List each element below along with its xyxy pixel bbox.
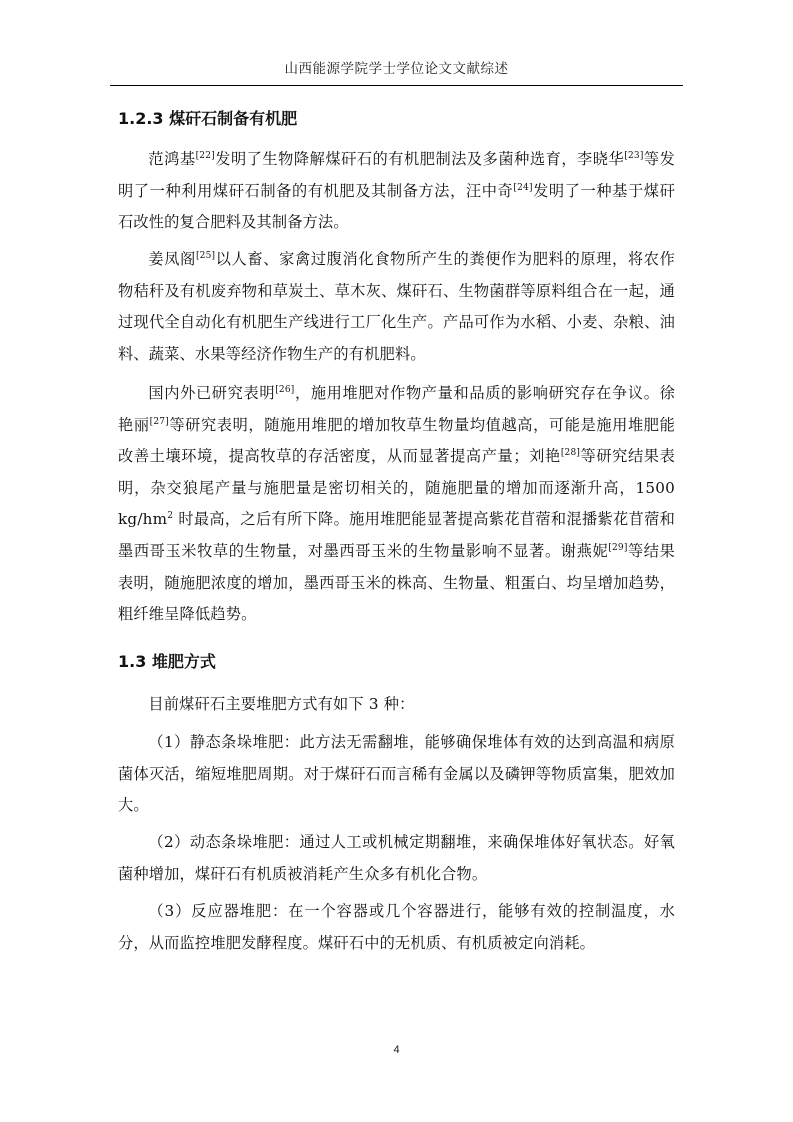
section-heading-1-3: 1.3 堆肥方式: [118, 652, 216, 671]
para-text: 等研究表明，随施用堆肥的增加牧草生物量均值越高，可能是施用堆肥能改善土壤环境，提高牧草的存活密度，从而显著提高产量；刘艳: [118, 415, 675, 466]
paragraph-jiang-fengge: [118, 244, 675, 370]
para-text: ，施用堆肥对作物产量和品质的影响研究存在争议。徐艳丽: [118, 384, 675, 434]
page-number: 4: [393, 1044, 400, 1056]
para-text: 姜凤阁: [148, 250, 196, 268]
para-text: 等结果表明，随施肥浓度的增加，墨西哥玉米的株高、生物量、粗蛋白、均呈增加趋势，粗纤维呈降低趋势。: [118, 541, 675, 624]
citation-ref: [26]: [275, 385, 295, 395]
header-rule: [110, 85, 683, 86]
citation-ref: [29]: [608, 542, 628, 553]
paragraph-intro: 目前煤矸石主要堆肥方式有如下 3 种：: [148, 695, 415, 713]
list-item-static-windrow: （1）静态条垛堆肥：此方法无需翻堆，能够确保堆体有效的达到高温和病原菌体灭活，缩短堆肥周期。对于煤矸石而言稀有金属以及磷钾等物质富集，肥效加大。: [118, 733, 675, 815]
page-header: 山西能源学院学士学位论文文献综述: [284, 61, 509, 77]
citation-ref: [23]: [624, 151, 644, 161]
citation-ref: [27]: [149, 416, 169, 427]
para-text: 发明了生物降解煤矸石的有机肥制法及多菌种选育，李晓华: [214, 150, 625, 168]
citation-ref: [22]: [195, 151, 215, 161]
section-heading-1-2-3: 1.2.3 煤矸石制备有机肥: [118, 109, 298, 128]
para-text: 范鸿基: [148, 150, 196, 168]
citation-ref: [24]: [513, 182, 533, 193]
citation-ref: [28]: [560, 448, 581, 459]
paragraph-research-results: [118, 378, 675, 631]
para-text: 以人畜、家禽过腹消化食物所产生的粪便作为肥料的原理，将农作物秸秆及有机废弃物和草炭土、草木灰、煤矸石、生物菌群等原料组合在一起，通过现代全自动化有机肥生产线进行工厂化生产。产品可作为水稻、小麦、杂粮、油料、蔬菜、水果等经济作物生产的有机肥料。: [118, 250, 675, 363]
para-text: 国内外已研究表明: [148, 384, 276, 402]
unit-superscript: 2: [167, 511, 174, 522]
paragraph-patents: [118, 144, 675, 239]
para-text: 时最高，之后有所下降。施用堆肥能显著提高紫花苜蓿和混播紫花苜蓿和墨西哥玉米牧草的生物量，对墨西哥玉米的生物量影响不显著。谢燕妮: [118, 510, 675, 560]
para-text: 等研究结果表明，杂交狼尾产量与施肥量是密切相关的，随施肥量的增加而逐渐升高，1500 kg/hm: [118, 447, 675, 529]
para-text: 发明了一种基于煤矸石改性的复合肥料及其制备方法。: [118, 181, 675, 232]
list-item-reactor: （3）反应器堆肥：在一个容器或几个容器进行，能够有效的控制温度，水分，从而监控堆肥发酵程度。煤矸石中的无机质、有机质被定向消耗。: [118, 902, 675, 952]
para-text: 等发明了一种利用煤矸石制备的有机肥及其制备方法，汪中奇: [118, 150, 675, 200]
citation-ref: [25]: [195, 251, 216, 261]
list-item-dynamic-windrow: （2）动态条垛堆肥：通过人工或机械定期翻堆，来确保堆体好氧状态。好氧菌种增加，煤矸石有机质被消耗产生众多有机化合物。: [118, 833, 675, 883]
